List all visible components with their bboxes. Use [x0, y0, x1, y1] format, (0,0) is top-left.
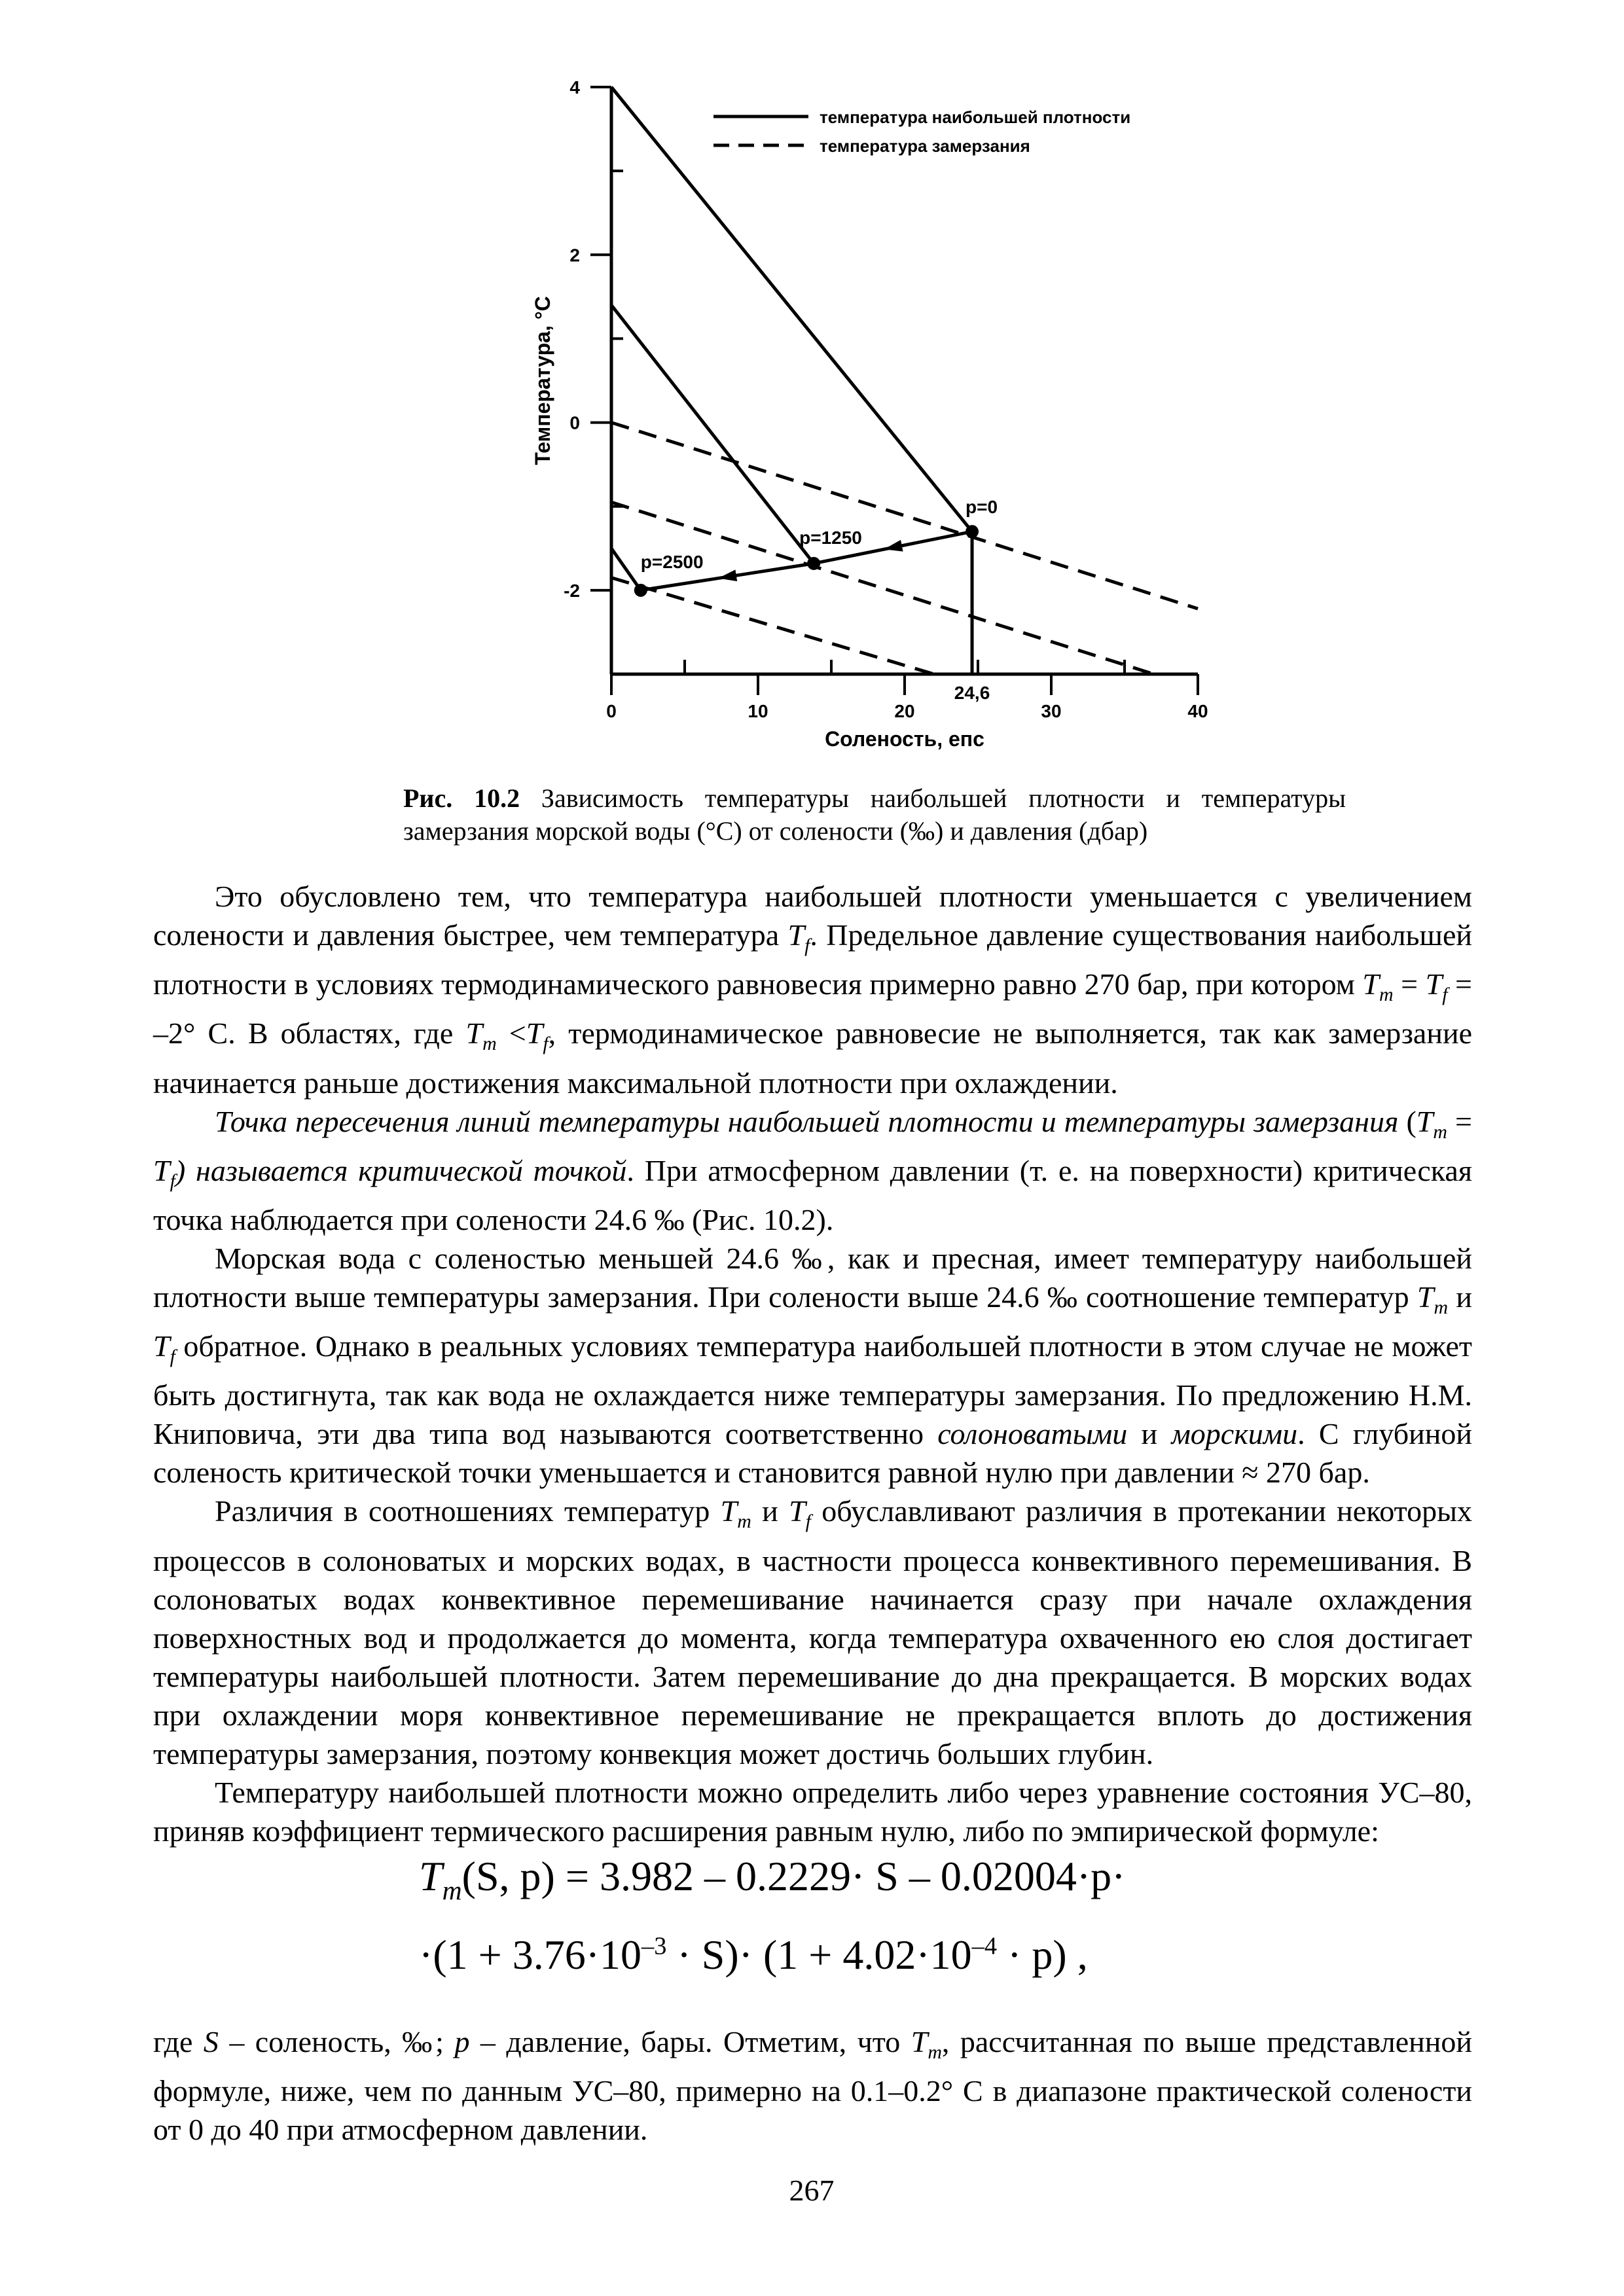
caption-label: Рис. 10.2	[403, 783, 520, 813]
x-axis-label: Соленость, епс	[825, 727, 984, 751]
formula-line-1	[419, 1852, 1125, 1906]
y-tick-label: 0	[569, 412, 580, 433]
p2-italic-2: ) называется критической точкой	[175, 1153, 627, 1187]
annotation-p1250: p=1250	[799, 527, 862, 548]
var-tf: $T_f$	[153, 1329, 175, 1368]
formula-exp2: –4	[971, 1932, 998, 1960]
p2-eq: =	[1447, 1104, 1472, 1138]
p1-f: , термодинамическое равновесие не выполняется, так как замерзание начинается раньше достижения максимальной плотности при охлаждении.	[153, 1016, 1472, 1100]
p2-italic-1: Точка пересечения линий температуры наибольшей плотности и температуры замерзания	[215, 1104, 1399, 1138]
var-tm: $T_m$	[1416, 1104, 1447, 1143]
p3-d: . С глубиной соленость критической точки уменьшается и становится равной нулю при давлении ≈ 270 бар.	[153, 1417, 1472, 1490]
p1-a: Это обусловлено тем, что температура наибольшей плотности уменьшается с увеличением солености и давления быстрее, чем температура	[153, 880, 1472, 952]
y-axis-label: Температура, °С	[531, 296, 554, 465]
paragraph-1	[153, 877, 1472, 1102]
paragraph-5: Температуру наибольшей плотности можно определить либо через уравнение состояния УС–80, приняв коэффициент термического расширения равным нулю, либо по эмпирической формуле:	[153, 1775, 1472, 1848]
formula-line-2	[419, 1931, 1088, 1979]
annotation-critical-salinity: 24,6	[954, 683, 990, 703]
chart	[0, 0, 1624, 779]
chart-lines	[611, 87, 1198, 674]
formula-exp1: –3	[641, 1932, 667, 1960]
var-s: S	[203, 2025, 219, 2058]
tail-d: , рассчитанная по выше представленной формуле, ниже, чем по данным УС–80, примерно на 0.1–0.2° С в диапазоне практической солености от 0 до 40 при атмосферном давлении.	[153, 2025, 1473, 2147]
p1-e: <	[496, 1016, 526, 1050]
formula	[419, 1852, 1335, 2016]
critical-point-marker	[807, 557, 820, 570]
page-number: 267	[789, 2174, 835, 2207]
p1-b: . Предельное давление существования наибольшей плотности в условиях термодинамического равновесия примерно равно 270 бар, при котором	[153, 918, 1472, 1001]
annotation-p2500: p=2500	[640, 551, 704, 572]
x-tick-label: 40	[1187, 701, 1208, 721]
legend-label-density: температура наибольшей плотности	[820, 107, 1131, 127]
legend-label-freezing: температура замерзания	[820, 136, 1030, 156]
p3-italic-2: морскими	[1171, 1417, 1298, 1451]
y-tick-label: -2	[564, 580, 580, 601]
var-tm: $T_m$	[720, 1494, 751, 1533]
chart-axes	[590, 87, 1198, 695]
tail-a: где	[153, 2025, 204, 2058]
series-line-5	[611, 578, 934, 674]
tail-b: – соленость, ‰;	[218, 2025, 455, 2058]
var-tf: $T_f$	[1425, 967, 1448, 1006]
series-line-4	[611, 502, 1154, 674]
formula-l2a: ·(1 + 3.76·10	[419, 1931, 642, 1978]
p1-c: =	[1393, 967, 1426, 1001]
p3-b: обратное. Однако в реальных условиях температура наибольшей плотности в этом случае не может быть достигнута, так как вода не охлаждается ниже температуры замерзания. По предложению Н.М. Книповича, эти два типа вод называются соответственно	[153, 1329, 1472, 1451]
formula-l1: (S, p) = 3.982 – 0.2229· S – 0.02004·p·	[461, 1853, 1126, 1899]
x-tick-label: 30	[1041, 701, 1062, 721]
var-tf: $T_f$	[526, 1016, 549, 1055]
formula-t: T	[419, 1853, 442, 1899]
paragraph-3	[153, 1239, 1472, 1492]
p3-a: Морская вода с соленостью меньшей 24.6 ‰, как и пресная, имеет температуру наибольшей плотности выше температуры замерзания. При солености выше 24.6 ‰ соотношение температур	[153, 1241, 1472, 1314]
var-tm: $T_m$	[465, 1016, 497, 1055]
p4-b: обуславливают различия в протекании некоторых процессов в солоноватых и морских водах, в частности процесса конвективного перемешивания. В солоноватых водах конвективное перемешивание начинается сразу при начале охлаждения поверхностных вод и продолжается до момента, когда температура охваченного ею слоя достигает температуры наибольшей плотности. Затем перемешивание до дна прекращается. В морских водах при охлаждении моря конвективное перемешивание не прекращается вплоть до достижения температуры замерзания, поэтому конвекция может достичь больших глубин.	[153, 1494, 1472, 1770]
annotation-p0: p=0	[965, 497, 998, 518]
p2-rest: . При атмосферном давлении (т. е. на поверхности) критическая точка наблюдается при солености 24.6 ‰ (Рис. 10.2).	[153, 1153, 1473, 1236]
caption-text: Зависимость температуры наибольшей плотности и температуры замерзания морской воды (°С) от солености (‰) и давления (дбар)	[403, 783, 1346, 846]
p4-a: Различия в соотношениях температур	[215, 1494, 721, 1528]
var-p: p	[454, 2025, 470, 2058]
series-line-2	[611, 548, 641, 590]
formula-l2c: · p) ,	[997, 1931, 1088, 1978]
tail-c: – давление, бары. Отметим, что	[469, 2025, 911, 2058]
paragraph-6	[153, 2022, 1472, 2149]
var-tm: $T_m$	[911, 2025, 942, 2064]
y-tick-label: 2	[569, 245, 580, 266]
p1-d: = –2° С. В областях, где	[153, 967, 1473, 1050]
figure-caption	[403, 782, 1346, 848]
paragraph-4	[153, 1492, 1472, 1772]
p4-and: и	[751, 1494, 789, 1528]
chart-text	[531, 77, 1208, 751]
p2-open: (	[1398, 1104, 1416, 1138]
x-tick-label: 20	[894, 701, 915, 721]
formula-m: m	[442, 1874, 462, 1905]
x-tick-label: 0	[606, 701, 617, 721]
var-tf: $T_f$	[153, 1153, 175, 1192]
y-tick-label: 4	[569, 77, 580, 98]
var-tf: $T_f$	[789, 1494, 811, 1533]
formula-l2b: · S)· (1 + 4.02·10	[666, 1931, 972, 1978]
var-tf: $T_f$	[787, 918, 810, 957]
p3-c: и	[1127, 1417, 1172, 1451]
paragraph-2	[153, 1102, 1472, 1239]
body-text	[153, 877, 1472, 1850]
series-line-1	[611, 305, 814, 564]
var-tm: $T_m$	[1416, 1280, 1449, 1319]
x-tick-label: 10	[748, 701, 768, 721]
p3-italic-1: солоноватыми	[937, 1417, 1128, 1451]
critical-point-marker	[634, 584, 647, 597]
p3-and: и	[1448, 1280, 1472, 1314]
var-tm: $T_m$	[1362, 967, 1394, 1006]
